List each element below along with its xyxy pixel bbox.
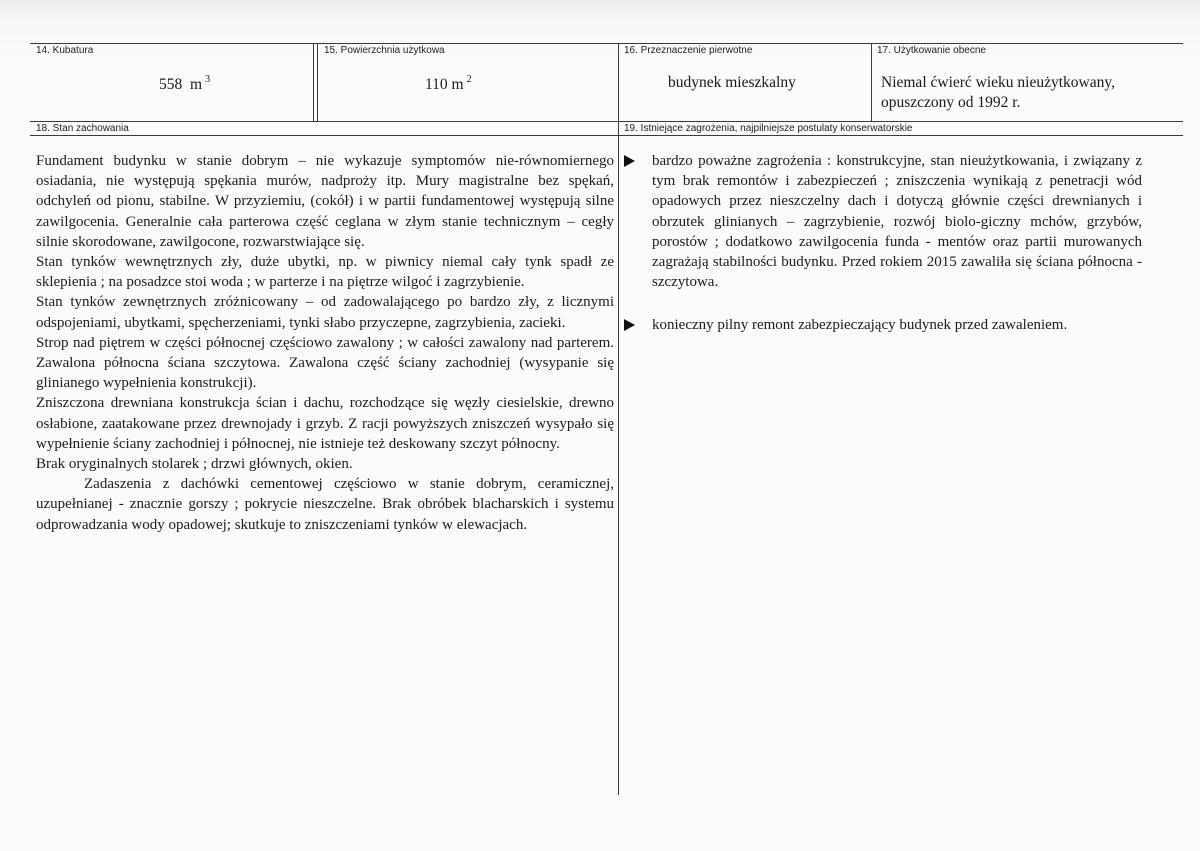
stan-paragraph: Zadaszenia z dachówki cementowej częściowo w stanie dobrym, ceramicznej, uzupełnianej - znacznie gorszy ; pokrycie nieszczelne. Brak obróbek blacharskich i systemu odprowadzania wody opadowej; skutkuje to zniszczeniami tynków w elewacjach.: [36, 476, 614, 533]
stan-paragraph: Fundament budynku w stanie dobrym – nie wykazuje symptomów nie-równomiernego osiadania, nie występują spękania murów, nadproży itp. Mury magistralne bez spękań, odchyleń od pionu, stabilne. W przyziemiu, (cokół) i w partii fundamentowej występują silne zawilgocenia. Generalnie cała parterowa część ceglana w złym stanie technicznym – cegły silnie skorodowane, zawilgocone, rozwarstwiające się.: [36, 153, 614, 250]
zagrozenia-item-text: bardzo poważne zagrożenia : konstrukcyjne, stan nieużytkowania, i związany z tym brak remontów i zabezpieczeń ; zniszczenia wynikają z penetracji wód opadowych przez nieszczelny dach i dotyczą głównie części drewnianych i obrzutek glinianych – zagrzybienie, rozwój biolo-giczny mchów, grzybów, porostów ; dodatkowo zawilgocenia funda - mentów oraz partii murowanych zagrażają stabilności budynku. Przed rokiem 2015 zawaliła się ściana północna - szczytowa.: [652, 153, 1142, 291]
stan-paragraph: Strop nad piętrem w części północnej częściowo zawalony ; w całości zawalony nad parterem. Zawalona północna ściana szczytowa. Zawalona część ściany zachodniej (wysypanie się glinianego wypełnienia konstrukcji).: [36, 334, 614, 392]
triangle-bullet-icon: [624, 155, 635, 167]
kubatura-value: [159, 70, 210, 95]
header-row-bottom-rule: [30, 121, 1183, 122]
triangle-bullet-icon: [624, 319, 635, 331]
kubatura-exponent: 3: [205, 74, 211, 85]
kubatura-label: 14. Kubatura: [36, 45, 94, 56]
stan-zachowania-label: 18. Stan zachowania: [36, 123, 129, 134]
stan-paragraph: Stan tynków zewnętrznych zróżnicowany – od zadowalającego po bardzo zły, z licznymi odspojeniami, ubytkami, spęcherzeniami, tynki słabo przyczepne, zagrzybienia, zacieki.: [36, 294, 614, 331]
zagrozenia-item: [624, 151, 1142, 293]
przeznaczenie-value: budynek mieszkalny: [668, 74, 796, 91]
zagrozenia-item: [624, 315, 1164, 337]
powierzchnia-number: 110 m: [425, 76, 464, 93]
divider-powierzchnia: [317, 43, 318, 121]
zagrozenia-item-text: konieczny pilny remont zabezpieczający budynek przed zawaleniem.: [652, 317, 1068, 333]
uzytkowanie-label: 17. Użytkowanie obecne: [877, 45, 986, 56]
stan-zachowania-text: [36, 151, 614, 535]
stan-paragraph: Zniszczona drewniana konstrukcja ścian i dachu, rozchodzące się węzły ciesielskie, drewno osłabione, zaatakowane przez drewnojady i grzyb. Z racji powyższych zniszczeń wysypało się wypełnienie ściany zachodniej i północnej, nie istnieje też deskowany szczyt północny.: [36, 395, 614, 452]
divider-kubatura: [313, 43, 314, 121]
zagrozenia-label: 19. Istniejące zagrożenia, najpilniejsze postulaty konserwatorskie: [624, 123, 913, 134]
powierzchnia-exponent: 2: [466, 74, 472, 85]
section-label-bottom-rule: [30, 135, 1183, 136]
powierzchnia-value: [425, 70, 472, 95]
top-rule: [30, 43, 1183, 44]
uzytkowanie-value-line2: opuszczony od 1992 r.: [881, 94, 1021, 111]
uzytkowanie-value-line1: Niemal ćwierć wieku nieużytkowany,: [881, 74, 1115, 91]
kubatura-number: 558 m: [159, 76, 203, 93]
divider-center: [618, 43, 619, 795]
przeznaczenie-label: 16. Przeznaczenie pierwotne: [624, 45, 753, 56]
stan-paragraph: Brak oryginalnych stolarek ; drzwi głównych, okien.: [36, 456, 353, 473]
stan-paragraph: Stan tynków wewnętrznych zły, duże ubytki, np. w piwnicy niemal cały tynk spadł ze sklepienia ; na posadzce stoi woda ; w parterze i na piętrze wilgoć i zagrzybienie.: [36, 254, 614, 291]
powierzchnia-label: 15. Powierzchnia użytkowa: [324, 45, 445, 56]
divider-przeznaczenie: [871, 43, 872, 121]
